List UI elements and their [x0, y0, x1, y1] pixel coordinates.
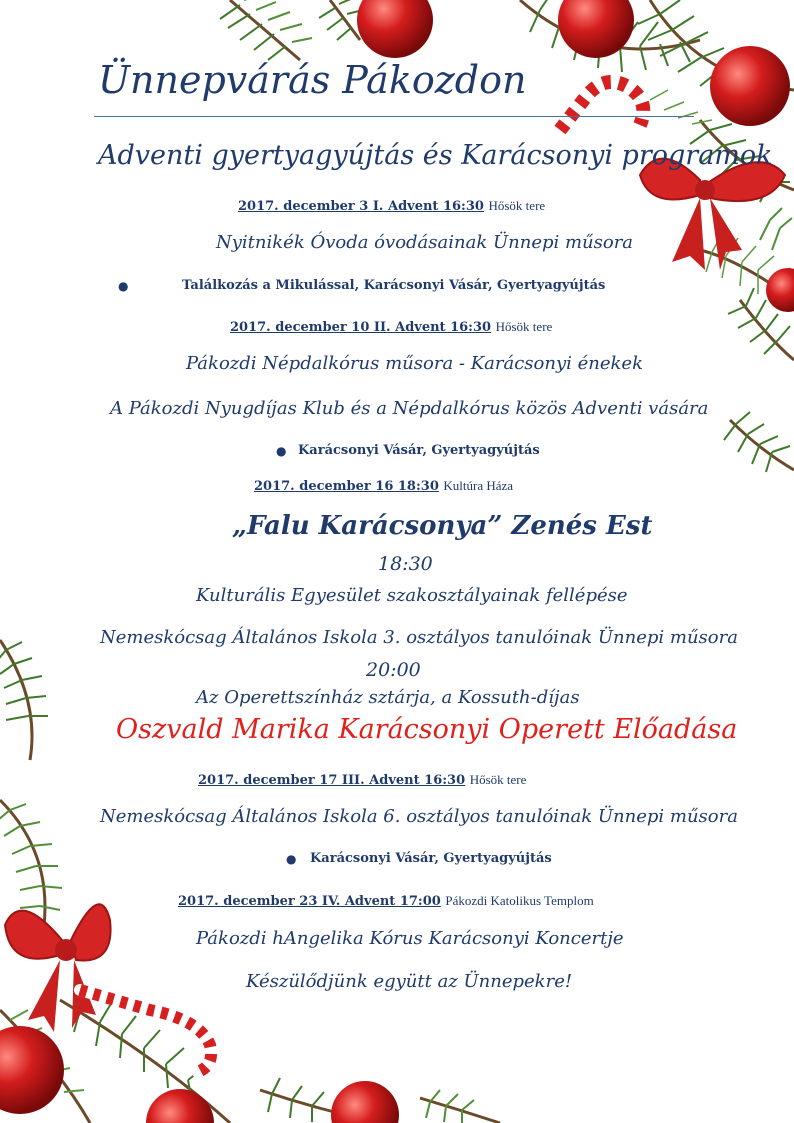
event-3-time-1: 18:30 [378, 553, 433, 575]
pine-branch-icon [0, 640, 500, 1123]
event-4-place: Hősök tere [469, 772, 527, 787]
event-1-bullet: Találkozás a Mikulással, Karácsonyi Vásár, Gyertyagyújtás [182, 278, 606, 293]
event-4-program: Nemeskócsag Általános Iskola 6. osztályos tanulóinak Ünnepi műsora [100, 806, 738, 827]
pine-branch-icon [220, 0, 363, 60]
event-1-program: Nyitnikék Óvoda óvodásainak Ünnepi műsora [216, 232, 634, 253]
event-3-date: 2017. december 16 18:30 [254, 479, 439, 494]
bullet-icon: ● [286, 852, 297, 866]
event-2-place: Hősök tere [495, 319, 553, 334]
event-5-place: Pákozdi Katolikus Templom [445, 893, 594, 908]
event-2-bullet: Karácsonyi Vásár, Gyertyagyújtás [298, 443, 540, 458]
event-4-date-line [198, 772, 526, 788]
event-3-highlight: Oszvald Marika Karácsonyi Operett Előadása [116, 714, 738, 745]
event-4-date: 2017. december 17 III. Advent 16:30 [198, 773, 466, 788]
event-2-program-2: A Pákozdi Nyugdíjas Klub és a Népdalkórus közös Adventi vására [110, 398, 709, 419]
event-3-program-3: Az Operettszínház sztárja, a Kossuth-díjas [196, 687, 580, 708]
christmas-bauble-icon [0, 1026, 64, 1114]
event-3-program-1: Kulturális Egyesület szakosztályainak fellépése [196, 585, 628, 606]
bullet-icon: ● [118, 279, 129, 293]
event-3-time-2: 20:00 [366, 659, 421, 681]
event-3-program-2: Nemeskócsag Általános Iskola 3. osztályos tanulóinak Ünnepi műsora [100, 627, 738, 648]
event-4-bullet: Karácsonyi Vásár, Gyertyagyújtás [310, 851, 552, 866]
event-1-place: Hősök tere [488, 198, 546, 213]
event-1-date: 2017. december 3 I. Advent 16:30 [238, 199, 484, 214]
event-3-date-line [254, 478, 513, 494]
candy-cane-icon [560, 82, 643, 130]
bullet-icon: ● [276, 444, 287, 458]
christmas-bauble-icon [331, 1081, 399, 1123]
candy-cane-icon [80, 990, 211, 1072]
page-subtitle: Adventi gyertyagyújtás és Karácsonyi programok [98, 140, 773, 171]
event-5-program: Pákozdi hAngelika Kórus Karácsonyi Koncertje [196, 928, 624, 949]
event-5-date-line [178, 893, 594, 909]
event-3-place: Kultúra Háza [443, 478, 514, 493]
christmas-bauble-icon [357, 0, 433, 58]
event-5-date: 2017. december 23 IV. Advent 17:00 [178, 894, 441, 909]
closing-line: Készülődjünk együtt az Ünnepekre! [246, 971, 573, 992]
christmas-bauble-icon [146, 1089, 214, 1123]
page-title: Ünnepvárás Pákozdon [98, 58, 527, 102]
christmas-bauble-icon [766, 268, 794, 312]
event-1-date-line [238, 198, 545, 214]
title-divider [94, 116, 694, 117]
event-2-date: 2017. december 10 II. Advent 16:30 [230, 320, 492, 335]
event-2-date-line [230, 319, 552, 335]
christmas-bauble-icon [710, 46, 790, 126]
event-2-program-1: Pákozdi Népdalkórus műsora - Karácsonyi énekek [186, 353, 643, 374]
event-3-headline: „Falu Karácsonya” Zenés Est [232, 511, 653, 541]
